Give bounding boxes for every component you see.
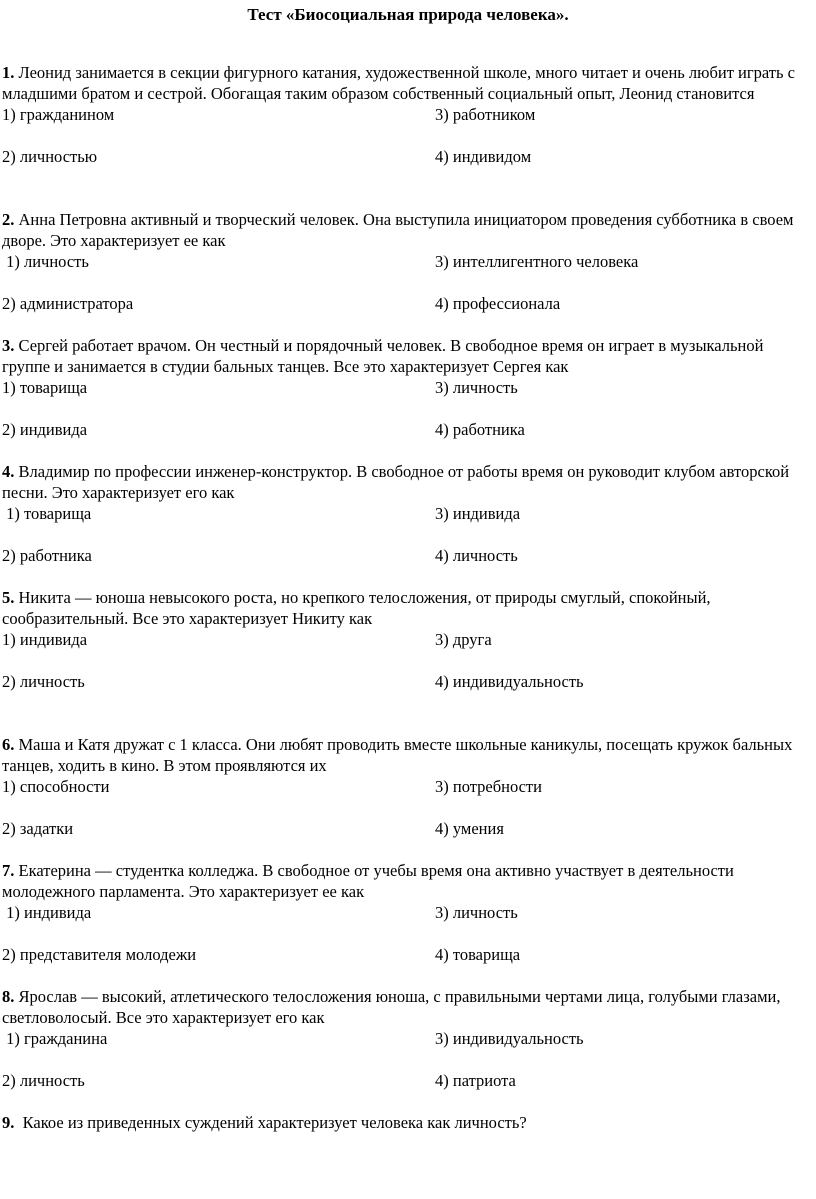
question-6 bbox=[2, 734, 814, 839]
options-row bbox=[2, 1070, 814, 1091]
question-3 bbox=[2, 335, 814, 440]
option-3: 3) интеллигентного человека bbox=[435, 252, 639, 271]
question-8 bbox=[2, 986, 814, 1091]
question-text: Леонид занимается в секции фигурного катания, художественной школе, много читает и очень любит играть с младшими братом и сестрой. Обогащая таким образом собственный социальный опыт, Леонид становится bbox=[2, 63, 795, 103]
question-number: 4. bbox=[2, 462, 15, 481]
question-7 bbox=[2, 860, 814, 965]
option-1: 1) товарища bbox=[2, 504, 92, 523]
options-row bbox=[2, 503, 814, 524]
option-3: 3) друга bbox=[435, 630, 492, 649]
option-4: 4) умения bbox=[435, 819, 504, 838]
options-row bbox=[2, 251, 814, 272]
option-4: 4) индивидом bbox=[435, 147, 532, 166]
question-number: 2. bbox=[2, 210, 15, 229]
question-stem bbox=[2, 62, 814, 104]
question-number: 9. bbox=[2, 1113, 15, 1132]
page-title: Тест «Биосоциальная природа человека». bbox=[247, 5, 569, 24]
question-number: 8. bbox=[2, 987, 15, 1006]
option-2: 2) индивида bbox=[2, 420, 88, 439]
option-3: 3) личность bbox=[435, 903, 518, 922]
question-text: Никита — юноша невысокого роста, но крепкого телосложения, от природы смуглый, спокойный, сообразительный. Все это характеризует Никиту как bbox=[2, 588, 711, 628]
options-row bbox=[2, 377, 814, 398]
question-stem bbox=[2, 587, 814, 629]
option-4: 4) индивидуальность bbox=[435, 672, 584, 691]
option-2: 2) представителя молодежи bbox=[2, 945, 197, 964]
option-2: 2) задатки bbox=[2, 819, 74, 838]
option-4: 4) профессионала bbox=[435, 294, 561, 313]
option-3: 3) работником bbox=[435, 105, 536, 124]
question-stem bbox=[2, 986, 814, 1028]
question-number: 3. bbox=[2, 336, 15, 355]
options-row bbox=[2, 146, 814, 167]
options-row bbox=[2, 671, 814, 692]
option-1: 1) гражданином bbox=[2, 105, 115, 124]
question-text: Сергей работает врачом. Он честный и порядочный человек. В свободное время он играет в музыкальной группе и занимается в студии бальных танцев. Все это характеризует Сергея как bbox=[2, 336, 764, 376]
option-4: 4) личность bbox=[435, 546, 518, 565]
question-text: Какое из приведенных суждений характеризует человека как личность? bbox=[22, 1113, 527, 1132]
question-4 bbox=[2, 461, 814, 566]
question-stem bbox=[2, 335, 814, 377]
options-row bbox=[2, 944, 814, 965]
options-row bbox=[2, 545, 814, 566]
question-number: 1. bbox=[2, 63, 15, 82]
options-row bbox=[2, 902, 814, 923]
question-stem bbox=[2, 461, 814, 503]
question-2 bbox=[2, 209, 814, 314]
option-3: 3) личность bbox=[435, 378, 518, 397]
question-9 bbox=[2, 1112, 814, 1133]
question-stem bbox=[2, 734, 814, 776]
options-row bbox=[2, 776, 814, 797]
option-1: 1) индивида bbox=[2, 630, 88, 649]
question-5 bbox=[2, 587, 814, 692]
option-2: 2) работника bbox=[2, 546, 92, 565]
question-stem bbox=[2, 1112, 814, 1133]
options-row bbox=[2, 818, 814, 839]
options-row bbox=[2, 419, 814, 440]
question-text: Маша и Катя дружат с 1 класса. Они любят проводить вместе школьные каникулы, посещать кружок бальных танцев, ходить в кино. В этом проявляются их bbox=[2, 735, 793, 775]
question-number: 7. bbox=[2, 861, 15, 880]
option-1: 1) гражданина bbox=[2, 1029, 108, 1048]
option-2: 2) администратора bbox=[2, 294, 134, 313]
option-1: 1) способности bbox=[2, 777, 110, 796]
question-text: Ярослав — высокий, атлетического телосложения юноша, с правильными чертами лица, голубыми глазами, светловолосый. Все это характеризует его как bbox=[2, 987, 781, 1027]
option-1: 1) товарища bbox=[2, 378, 88, 397]
option-4: 4) патриота bbox=[435, 1071, 516, 1090]
option-2: 2) личность bbox=[2, 672, 85, 691]
option-1: 1) индивида bbox=[2, 903, 92, 922]
question-1 bbox=[2, 62, 814, 167]
option-3: 3) индивидуальность bbox=[435, 1029, 584, 1048]
option-1: 1) личность bbox=[2, 252, 89, 271]
options-row bbox=[2, 1028, 814, 1049]
options-row bbox=[2, 629, 814, 650]
question-number: 6. bbox=[2, 735, 15, 754]
option-4: 4) товарища bbox=[435, 945, 521, 964]
question-text: Анна Петровна активный и творческий человек. Она выступила инициатором проведения субботника в своем дворе. Это характеризует ее как bbox=[2, 210, 794, 250]
question-stem bbox=[2, 860, 814, 902]
option-2: 2) личность bbox=[2, 1071, 85, 1090]
option-3: 3) индивида bbox=[435, 504, 521, 523]
question-text: Екатерина — студентка колледжа. В свободное от учебы время она активно участвует в деятельности молодежного парламента. Это характеризует ее как bbox=[2, 861, 734, 901]
options-row bbox=[2, 293, 814, 314]
question-text: Владимир по профессии инженер-конструктор. В свободное от работы время он руководит клубом авторской песни. Это характеризует его как bbox=[2, 462, 790, 502]
option-3: 3) потребности bbox=[435, 777, 542, 796]
option-4: 4) работника bbox=[435, 420, 525, 439]
options-row bbox=[2, 104, 814, 125]
question-number: 5. bbox=[2, 588, 15, 607]
option-2: 2) личностью bbox=[2, 147, 98, 166]
question-stem bbox=[2, 209, 814, 251]
